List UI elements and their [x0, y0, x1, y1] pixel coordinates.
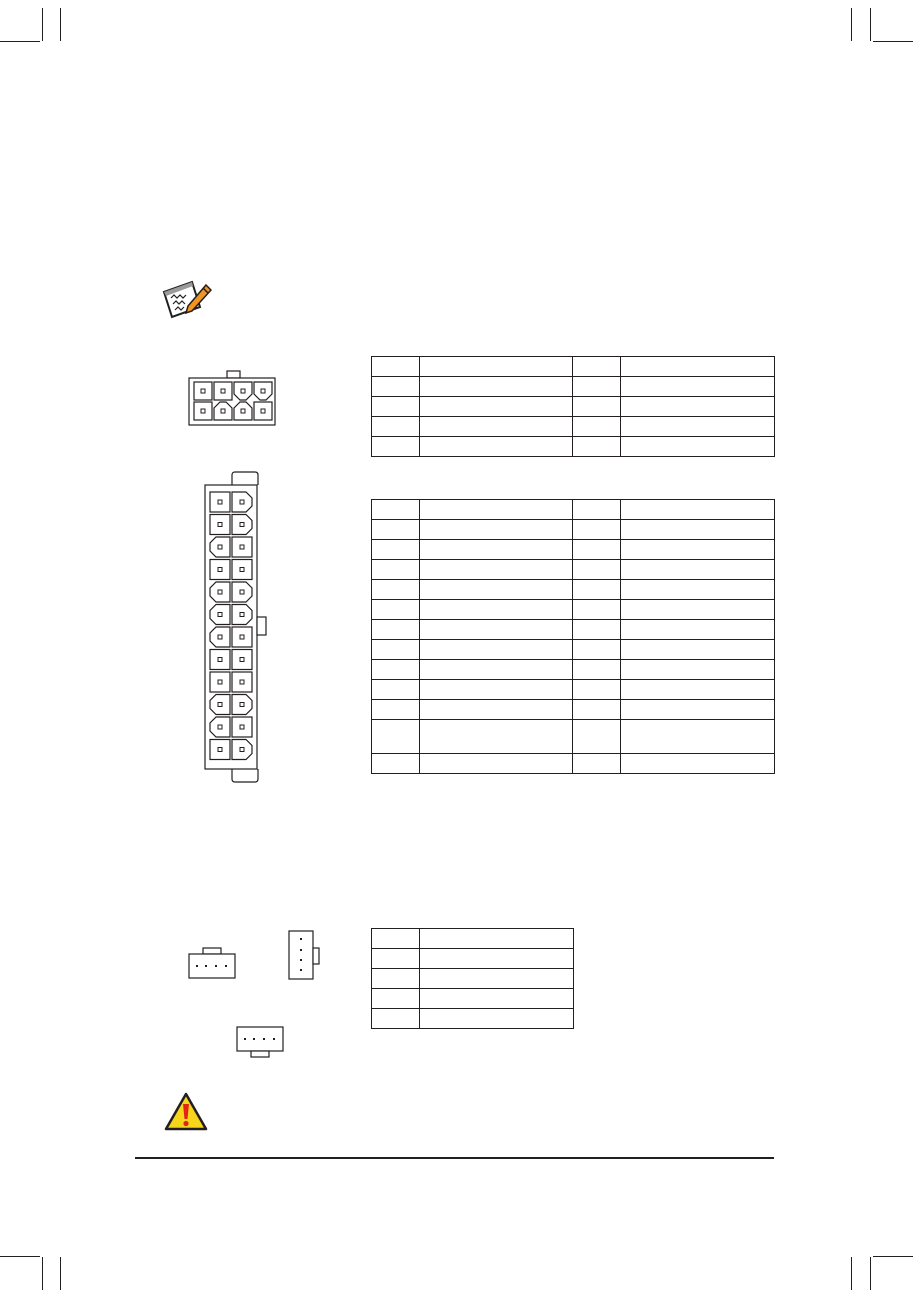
- pin-contact: [240, 568, 244, 572]
- table-cell: [573, 640, 621, 660]
- pin-contact: [218, 500, 222, 504]
- table-cell: [420, 540, 573, 560]
- table-row: [372, 700, 775, 720]
- crop-mark: [0, 1256, 40, 1257]
- fan-header-flipped: [236, 1026, 284, 1058]
- crop-mark: [60, 8, 61, 41]
- crop-mark: [0, 41, 40, 42]
- pin-contact: [218, 545, 222, 549]
- table-cell: [621, 417, 775, 437]
- footer-divider: [135, 1157, 774, 1159]
- table-cell: [420, 560, 573, 580]
- table-cell: [420, 620, 573, 640]
- table-header-cell: [372, 500, 420, 520]
- table-row: [372, 397, 775, 417]
- table-header-cell: [372, 357, 420, 377]
- table-cell: [621, 700, 775, 720]
- table-header-cell: [573, 500, 621, 520]
- table-cell: [420, 969, 574, 989]
- table-header-cell: [621, 500, 775, 520]
- table-row: [372, 560, 775, 580]
- table-header-cell: [621, 357, 775, 377]
- table-cell: [372, 580, 420, 600]
- table-cell: [573, 580, 621, 600]
- table-cell: [372, 600, 420, 620]
- pin-contact: [218, 635, 222, 639]
- table-cell: [420, 754, 573, 774]
- table-cell: [621, 754, 775, 774]
- table-cell: [420, 437, 573, 457]
- table-row: [372, 660, 775, 680]
- table-row: [372, 600, 775, 620]
- table-row: [372, 437, 775, 457]
- table-cell: [573, 540, 621, 560]
- warning-icon: [164, 1092, 208, 1132]
- table-cell: [372, 397, 420, 417]
- crop-mark: [873, 41, 913, 42]
- table-cell: [621, 377, 775, 397]
- crop-mark: [60, 1257, 61, 1290]
- table-cell: [372, 520, 420, 540]
- table-cell: [420, 660, 573, 680]
- table-row: [372, 1009, 574, 1029]
- table-cell: [372, 620, 420, 640]
- pin-contact: [240, 545, 244, 549]
- table-header-cell: [420, 929, 574, 949]
- pin-contact: [240, 613, 244, 617]
- table-cell: [621, 640, 775, 660]
- table-cell: [420, 989, 574, 1009]
- table-row: [372, 969, 574, 989]
- table-cell: [573, 700, 621, 720]
- pin-contact: [218, 523, 222, 527]
- table-cell: [372, 377, 420, 397]
- atx-12v-pin-table: [371, 356, 775, 457]
- table-cell: [573, 600, 621, 620]
- table-cell: [573, 377, 621, 397]
- table-cell: [621, 600, 775, 620]
- table-cell: [372, 437, 420, 457]
- table-cell: [573, 660, 621, 680]
- pin-contact: [240, 748, 244, 752]
- table-row: [372, 989, 574, 1009]
- table-cell: [573, 720, 621, 754]
- table-cell: [372, 417, 420, 437]
- table-row: [372, 640, 775, 660]
- table-cell: [573, 417, 621, 437]
- table-row: [372, 680, 775, 700]
- table-header-cell: [372, 929, 420, 949]
- table-row: [372, 754, 775, 774]
- pin-contact: [218, 680, 222, 684]
- atx-24pin-connector: [204, 471, 268, 783]
- table-cell: [420, 720, 573, 754]
- pin-contact: [240, 523, 244, 527]
- pin-contact: [218, 568, 222, 572]
- table-cell: [621, 520, 775, 540]
- table-header-row: [372, 500, 775, 520]
- table-row: [372, 720, 775, 754]
- table-header-cell: [573, 357, 621, 377]
- table-cell: [573, 397, 621, 417]
- table-cell: [621, 437, 775, 457]
- crop-mark: [851, 1257, 852, 1290]
- table-header-cell: [420, 357, 573, 377]
- table-cell: [372, 720, 420, 754]
- table-row: [372, 520, 775, 540]
- table-cell: [621, 580, 775, 600]
- table-cell: [372, 700, 420, 720]
- table-cell: [420, 949, 574, 969]
- table-cell: [420, 397, 573, 417]
- crop-mark: [42, 8, 43, 41]
- table-cell: [420, 640, 573, 660]
- table-cell: [420, 520, 573, 540]
- pin-contact: [240, 725, 244, 729]
- table-cell: [420, 580, 573, 600]
- pin-contact: [240, 635, 244, 639]
- atx-12v-8pin-connector: [188, 370, 276, 426]
- table-cell: [573, 437, 621, 457]
- table-cell: [372, 560, 420, 580]
- table-cell: [372, 680, 420, 700]
- table-cell: [420, 417, 573, 437]
- table-cell: [372, 949, 420, 969]
- table-row: [372, 540, 775, 560]
- table-cell: [372, 969, 420, 989]
- table-row: [372, 417, 775, 437]
- pin-contact: [218, 725, 222, 729]
- crop-mark: [42, 1257, 43, 1290]
- table-cell: [573, 520, 621, 540]
- fan-header-pin-table: [371, 928, 574, 1029]
- pin-contact: [218, 613, 222, 617]
- table-cell: [621, 560, 775, 580]
- table-cell: [621, 397, 775, 417]
- table-header-row: [372, 357, 775, 377]
- table-cell: [372, 1009, 420, 1029]
- note-pencil-icon: [162, 279, 212, 321]
- table-cell: [372, 660, 420, 680]
- table-cell: [420, 700, 573, 720]
- pin-contact: [218, 703, 222, 707]
- table-cell: [573, 680, 621, 700]
- table-cell: [372, 540, 420, 560]
- table-cell: [420, 600, 573, 620]
- pin-contact: [218, 658, 222, 662]
- pin-contact: [240, 680, 244, 684]
- pin-contact: [240, 500, 244, 504]
- table-row: [372, 949, 574, 969]
- table-cell: [372, 989, 420, 1009]
- table-cell: [621, 680, 775, 700]
- pin-contact: [240, 590, 244, 594]
- crop-mark: [873, 1256, 913, 1257]
- crop-mark: [870, 1257, 871, 1290]
- table-row: [372, 620, 775, 640]
- table-cell: [621, 660, 775, 680]
- fan-header-vertical: [288, 930, 320, 980]
- pin-contact: [218, 590, 222, 594]
- pin-contact: [240, 703, 244, 707]
- table-cell: [621, 720, 775, 754]
- fan-header-horizontal: [188, 947, 236, 979]
- table-row: [372, 377, 775, 397]
- table-cell: [420, 680, 573, 700]
- table-cell: [573, 560, 621, 580]
- table-header-cell: [420, 500, 573, 520]
- table-row: [372, 580, 775, 600]
- table-cell: [372, 754, 420, 774]
- crop-mark: [870, 8, 871, 41]
- table-cell: [573, 620, 621, 640]
- table-cell: [621, 540, 775, 560]
- table-cell: [573, 754, 621, 774]
- table-cell: [420, 377, 573, 397]
- table-cell: [420, 1009, 574, 1029]
- table-header-row: [372, 929, 574, 949]
- pin-contact: [218, 748, 222, 752]
- pin-contact: [240, 658, 244, 662]
- atx-24pin-table: [371, 499, 775, 774]
- table-cell: [372, 640, 420, 660]
- crop-mark: [851, 8, 852, 41]
- table-cell: [621, 620, 775, 640]
